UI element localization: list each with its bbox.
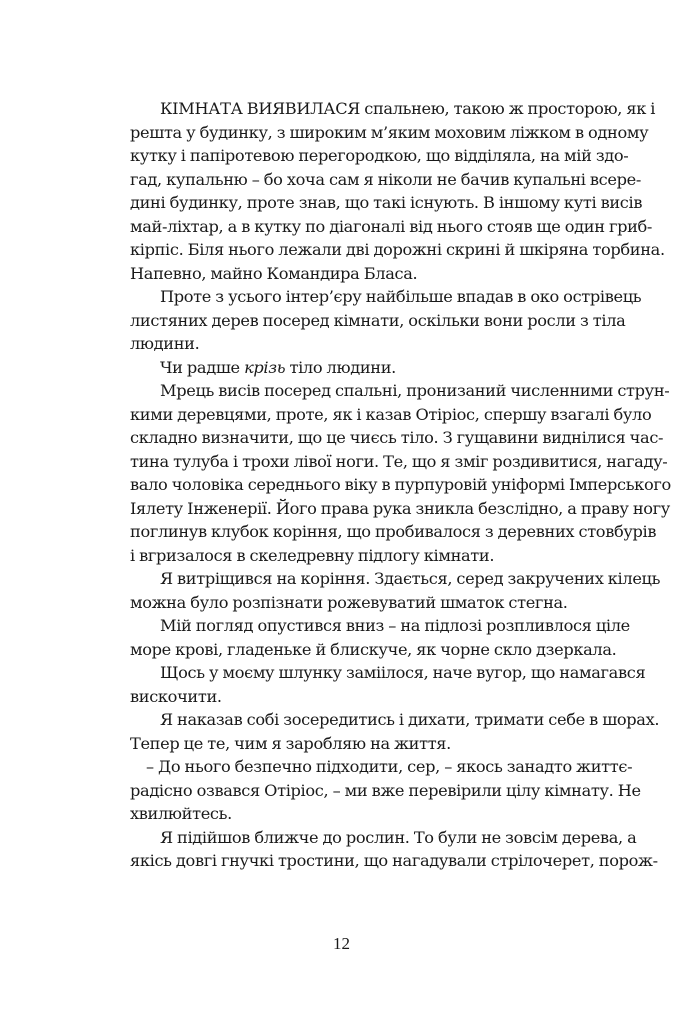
text-line: складно визначити, що це чиєсь тіло. З гущавини виднілися час- bbox=[130, 428, 664, 447]
text-line: Проте з усього інтер’єру найбільше впадав в око острівець bbox=[160, 287, 642, 306]
text-line: і вгризалося в скеледревну підлогу кімнати. bbox=[130, 545, 495, 565]
text-line: Напевно, майно Командира Бласа. bbox=[130, 263, 418, 283]
text-line: дині будинку, проте знав, що такі існують. В іншому куті висів bbox=[130, 193, 643, 212]
text-line: Мій погляд опустився вниз – на підлозі розпливлося ціле bbox=[160, 616, 630, 635]
italic-emphasis: крізь bbox=[244, 357, 286, 377]
text-line: тина тулуба і трохи лівої ноги. Те, що я зміг роздивитися, нагаду- bbox=[130, 451, 668, 471]
text-line: Тепер це те, чим я заробляю на життя. bbox=[130, 733, 451, 753]
text-line: вало чоловіка середнього віку в пурпуровій уніформі Імперського bbox=[130, 475, 671, 494]
text-line: можна було розпізнати рожевуватий шматок стегна. bbox=[130, 592, 568, 612]
paragraph-7 bbox=[100, 661, 646, 708]
text-line: Я наказав собі зосередитись і дихати, тримати себе в шорах. bbox=[160, 710, 660, 729]
text-line: май-ліхтар, а в кутку по діагоналі від нього стояв ще один гриб- bbox=[130, 216, 653, 236]
text-line: вискочити. bbox=[130, 686, 222, 706]
text-line bbox=[100, 356, 622, 380]
text-line: Я підійшов ближче до рослин. То були не зовсім дерева, а bbox=[160, 827, 637, 847]
paragraph-6 bbox=[100, 614, 630, 661]
text-line: Щось у моєму шлунку заміілося, наче вугор, що намагався bbox=[160, 663, 646, 682]
text-line: гад, купальню – бо хоча сам я ніколи не бачив купальні всере- bbox=[130, 169, 641, 189]
text-run: Чи радше bbox=[160, 357, 245, 377]
paragraph-1 bbox=[100, 97, 665, 285]
text-line: якісь довгі гнучкі тростини, що нагадували стрілочерет, порож- bbox=[130, 851, 658, 870]
paragraph-10 bbox=[100, 826, 658, 873]
dialogue-paragraph bbox=[100, 755, 641, 826]
page-number: 12 bbox=[333, 934, 350, 953]
text-line: Я витріщився на коріння. Здається, серед закручених кілець bbox=[160, 569, 661, 588]
text-line: Іялету Інженерії. Його права рука зникла безслідно, а праву ногу bbox=[130, 498, 670, 518]
text-line: море крові, гладеньке й блискуче, як чорне скло дзеркала. bbox=[130, 639, 617, 659]
text-line: поглинув клубок коріння, що пробивалося з деревних стовбурів bbox=[130, 522, 657, 541]
text-line: – До нього безпечно підходити, сер, – якось занадто життє- bbox=[146, 757, 633, 776]
text-line: хвилюйтесь. bbox=[130, 804, 232, 823]
text-line: кими деревцями, проте, як і казав Отіріос, спершу взагалі було bbox=[130, 404, 652, 424]
text-line: КІМНАТА ВИЯВИЛАСЯ спальнею, такою ж просторою, як і bbox=[160, 99, 656, 118]
page-body bbox=[100, 97, 671, 873]
text-line: решта у будинку, з широким м’яким моховим ліжком в одному bbox=[130, 122, 649, 142]
paragraph-2 bbox=[100, 285, 642, 356]
paragraph-8 bbox=[100, 708, 660, 755]
text-run: тіло людини. bbox=[285, 357, 396, 377]
text-line: листяних дерев посеред кімнати, оскільки вони росли з тіла bbox=[130, 310, 626, 330]
text-line: кірпіс. Біля нього лежали дві дорожні скрині й шкіряна торбина. bbox=[130, 240, 665, 259]
paragraph-3 bbox=[100, 356, 622, 380]
paragraph-5 bbox=[100, 567, 661, 614]
paragraph-4 bbox=[100, 379, 671, 567]
text-line: кутку і папіротевою перегородкою, що відділяла, на мій здо- bbox=[130, 146, 629, 165]
text-line: радісно озвався Отіріос, – ми вже перевірили цілу кімнату. Не bbox=[130, 780, 641, 800]
text-line: Мрець висів посеред спальні, пронизаний численними струн- bbox=[160, 381, 670, 400]
text-line: людини. bbox=[130, 334, 200, 353]
